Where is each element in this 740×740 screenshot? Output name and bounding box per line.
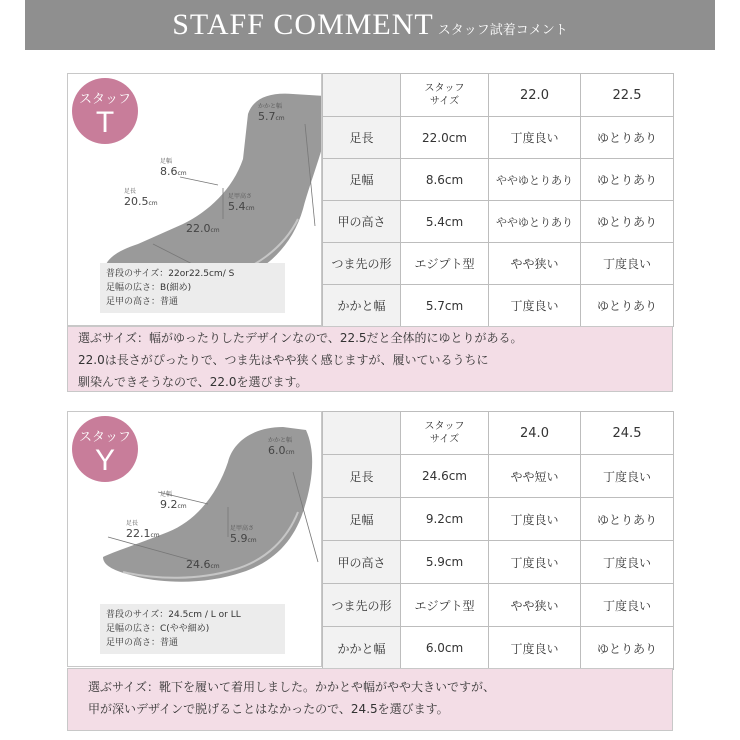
cell-staff: 5.7cm: [401, 285, 489, 327]
cell-size1: 丁度良い: [489, 498, 581, 541]
row-label: つま先の形: [323, 584, 401, 627]
header-title: STAFF COMMENT: [172, 8, 434, 41]
cell-size1: 丁度良い: [489, 285, 581, 327]
cell-staff: エジプト型: [401, 243, 489, 285]
cell-staff: 8.6cm: [401, 159, 489, 201]
table-row: [323, 201, 674, 243]
cell-size2: ゆとりあり: [581, 201, 674, 243]
size-comparison-table: [322, 73, 674, 327]
row-label: 甲の高さ: [323, 541, 401, 584]
row-label: 足幅: [323, 498, 401, 541]
header-staff-size: スタッフ サイズ: [401, 74, 489, 117]
cell-size1: やや狭い: [489, 584, 581, 627]
instep-circ-measure: [186, 224, 220, 236]
heel-width-value: 6.0: [268, 444, 286, 457]
foot-length-measure: [126, 519, 160, 541]
foot-length-value: 20.5: [124, 195, 149, 208]
cell-size1: 丁度良い: [489, 627, 581, 670]
row-label: 足長: [323, 117, 401, 159]
table-header-row: [323, 74, 674, 117]
table-row: [323, 541, 674, 584]
header-size2: 22.5: [581, 74, 674, 117]
cell-staff: 22.0cm: [401, 117, 489, 159]
instep-height-label: 足甲高さ: [230, 525, 255, 532]
instep-height-label: 足甲高さ: [228, 193, 253, 200]
foot-width-label: 足幅: [160, 491, 173, 498]
instep-height-value: 5.4: [228, 200, 246, 213]
foot-length-label: 足長: [124, 188, 137, 195]
table-row: [323, 117, 674, 159]
staff-section-t: [67, 73, 673, 392]
cell-size2: 丁度良い: [581, 584, 674, 627]
cell-staff: 6.0cm: [401, 627, 489, 670]
table-row: [323, 455, 674, 498]
table-row: [323, 243, 674, 285]
cell-staff: 5.9cm: [401, 541, 489, 584]
heel-width-unit: cm: [275, 115, 285, 122]
header-size2: 24.5: [581, 412, 674, 455]
table-row: [323, 627, 674, 670]
staff-profile: [100, 604, 285, 654]
instep-circ-unit: cm: [210, 227, 220, 234]
header-size1: 24.0: [489, 412, 581, 455]
table-row: [323, 159, 674, 201]
instep-height-measure: [228, 192, 255, 214]
table-corner: [323, 74, 401, 117]
table-header-row: [323, 412, 674, 455]
staff-comment-header: [25, 0, 715, 50]
row-label: かかと幅: [323, 627, 401, 670]
instep-height-unit: cm: [247, 537, 257, 544]
size-comparison-table: [322, 411, 674, 670]
cell-size1: ややゆとりあり: [489, 159, 581, 201]
heel-width-measure: [258, 102, 285, 124]
foot-measure-panel: [67, 411, 322, 667]
foot-width-value: 9.2: [160, 498, 178, 511]
staff-profile: [100, 263, 285, 313]
cell-staff: 24.6cm: [401, 455, 489, 498]
row-label: 足長: [323, 455, 401, 498]
cell-size2: ゆとりあり: [581, 285, 674, 327]
cell-size1: ややゆとりあり: [489, 201, 581, 243]
staff-section-y: [67, 411, 673, 731]
cell-size2: ゆとりあり: [581, 159, 674, 201]
header-staff-size: スタッフ サイズ: [401, 412, 489, 455]
instep-height-measure: [230, 524, 257, 546]
comment-line: 馴染んできそうなので、22.0を選びます。: [78, 375, 308, 389]
cell-size1: やや狭い: [489, 243, 581, 285]
staff-badge-label: スタッフ: [78, 92, 131, 107]
profile-usual-size: 普段のサイズ：22or22.5cm/ S: [106, 269, 235, 279]
heel-width-label: かかと幅: [268, 437, 293, 444]
profile-foot-width: 足幅の広さ：C(やや細め): [106, 624, 210, 634]
instep-circ-value: 22.0: [186, 222, 211, 235]
foot-length-unit: cm: [150, 532, 160, 539]
staff-comment: [67, 668, 673, 731]
profile-foot-width: 足幅の広さ：B(細め): [106, 283, 192, 293]
staff-badge-label: スタッフ: [78, 430, 131, 445]
header-size1: 22.0: [489, 74, 581, 117]
comment-line: 選ぶサイズ：靴下を履いて着用しました。かかとや幅がやや大きいですが、: [88, 680, 496, 694]
heel-width-value: 5.7: [258, 110, 276, 123]
instep-height-unit: cm: [245, 205, 255, 212]
row-label: 甲の高さ: [323, 201, 401, 243]
table-row: [323, 285, 674, 327]
cell-size2: ゆとりあり: [581, 627, 674, 670]
foot-length-value: 22.1: [126, 527, 151, 540]
foot-width-label: 足幅: [160, 158, 173, 165]
cell-size2: ゆとりあり: [581, 117, 674, 159]
comment-line: 22.0は長さがぴったりで、つま先はやや狭く感じますが、履いているうちに: [78, 353, 489, 367]
heel-width-unit: cm: [285, 449, 295, 456]
foot-width-measure: [160, 157, 187, 179]
foot-width-value: 8.6: [160, 165, 178, 178]
table-row: [323, 498, 674, 541]
profile-usual-size: 普段のサイズ：24.5cm / L or LL: [106, 610, 241, 620]
row-label: 足幅: [323, 159, 401, 201]
profile-instep: 足甲の高さ：普通: [106, 638, 179, 648]
comment-line: 甲が深いデザインで脱げることはなかったので、24.5を選びます。: [88, 702, 449, 716]
staff-badge-letter: Y: [94, 444, 115, 477]
staff-badge: [72, 78, 138, 144]
cell-size2: 丁度良い: [581, 541, 674, 584]
cell-size2: ゆとりあり: [581, 498, 674, 541]
foot-length-unit: cm: [148, 200, 158, 207]
heel-width-measure: [268, 436, 295, 458]
cell-size1: 丁度良い: [489, 541, 581, 584]
cell-size1: やや短い: [489, 455, 581, 498]
row-label: かかと幅: [323, 285, 401, 327]
foot-width-unit: cm: [177, 170, 187, 177]
table-corner: [323, 412, 401, 455]
foot-width-unit: cm: [177, 503, 187, 510]
instep-circ-measure: [186, 560, 220, 572]
comment-line: 選ぶサイズ：幅がゆったりしたデザインなので、22.5だと全体的にゆとりがある。: [78, 331, 523, 345]
profile-instep: 足甲の高さ：普通: [106, 297, 179, 307]
cell-size1: 丁度良い: [489, 117, 581, 159]
header-subtitle: スタッフ試着コメント: [437, 22, 568, 38]
row-label: つま先の形: [323, 243, 401, 285]
instep-height-value: 5.9: [230, 532, 248, 545]
cell-size2: 丁度良い: [581, 455, 674, 498]
cell-staff: 5.4cm: [401, 201, 489, 243]
foot-length-label: 足長: [126, 520, 139, 527]
foot-measure-panel: [67, 73, 322, 326]
table-row: [323, 584, 674, 627]
instep-circ-value: 24.6: [186, 558, 211, 571]
cell-size2: 丁度良い: [581, 243, 674, 285]
foot-length-measure: [124, 187, 158, 209]
cell-staff: エジプト型: [401, 584, 489, 627]
heel-width-label: かかと幅: [258, 103, 283, 110]
instep-circ-unit: cm: [210, 563, 220, 570]
staff-badge: [72, 416, 138, 482]
staff-badge-letter: T: [95, 106, 115, 139]
cell-staff: 9.2cm: [401, 498, 489, 541]
foot-width-measure: [160, 490, 187, 512]
staff-comment: [67, 326, 673, 392]
